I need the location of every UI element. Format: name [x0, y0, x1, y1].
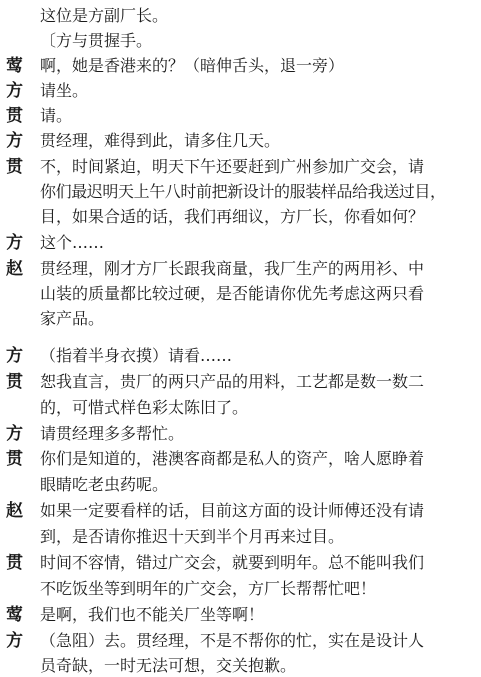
speaker-label: 方	[6, 81, 23, 101]
dialogue-line: 啊，她是香港来的？（暗伸舌头，退一旁）	[40, 56, 345, 75]
stage-direction: 〔方与贯握手。	[40, 31, 153, 50]
dialogue-continuation: 山装的质量都比较过硬，是否能请你优先考虑这两只看	[40, 284, 425, 303]
dialogue-line: 这个……	[40, 233, 105, 252]
speaker-label: 方	[6, 233, 23, 253]
dialogue-continuation: 到，是否请你推迟十天到半个月再来过目。	[40, 527, 345, 546]
dialogue-continuation: 你们最迟明天上午八时前把新设计的服装样品给我送过目，	[40, 182, 446, 201]
speaker-label: 莺	[6, 56, 23, 76]
dialogue-line: 是啊，我们也不能关厂坐等啊！	[40, 605, 265, 624]
dialogue-line: 时间不容情，错过广交会，就要到明年。总不能叫我们	[40, 553, 425, 572]
speaker-label: 方	[6, 424, 23, 444]
dialogue-line: （急阻）去。贯经理，不是不帮你的忙，实在是设计人	[40, 631, 425, 650]
dialogue-continuation: 眼睛吃老虫药呢。	[40, 475, 169, 494]
speaker-label: 方	[6, 131, 23, 151]
dialogue-line: 请。	[40, 106, 73, 125]
dialogue-line: 请贯经理多多帮忙。	[40, 424, 185, 443]
dialogue-continuation: 不吃饭坐等到明年的广交会，方厂长帮帮忙吧！	[40, 579, 377, 598]
dialogue-line: 请坐。	[40, 81, 89, 100]
speaker-label: 莺	[6, 605, 23, 625]
speaker-label: 方	[6, 346, 23, 366]
dialogue-line: 贯经理，刚才方厂长跟我商量，我厂生产的两用衫、中	[40, 259, 425, 278]
dialogue-continuation: 家产品。	[40, 309, 105, 328]
speaker-label: 贯	[6, 157, 23, 177]
speaker-label: 赵	[6, 259, 23, 279]
speaker-label: 贯	[6, 553, 23, 573]
speaker-label: 贯	[6, 449, 23, 469]
speaker-label: 方	[6, 631, 23, 651]
dialogue-continuation: 的，可惜式样色彩太陈旧了。	[40, 398, 249, 417]
stage-line: 这位是方副厂长。	[40, 6, 169, 25]
speaker-label: 贯	[6, 372, 23, 392]
dialogue-line: 如果一定要看样的话，目前这方面的设计师傅还没有请	[40, 501, 425, 520]
speaker-label: 贯	[6, 106, 23, 126]
dialogue-line: 不，时间紧迫，明天下午还要赶到广州参加广交会，请	[40, 157, 425, 176]
dialogue-line: 贯经理，难得到此，请多住几天。	[40, 131, 281, 150]
dialogue-line: 恕我直言，贵厂的两只产品的用料，工艺都是数一数二	[40, 372, 425, 391]
speaker-label: 赵	[6, 501, 23, 521]
dialogue-continuation: 目，如果合适的话，我们再细议，方厂长，你看如何？	[40, 207, 425, 226]
dialogue-continuation: 员奇缺，一时无法可想，交关抱歉。	[40, 656, 297, 675]
dialogue-line: （指着半身衣摸）请看……	[40, 346, 233, 365]
dialogue-line: 你们是知道的，港澳客商都是私人的资产，啥人愿睁着	[40, 449, 425, 468]
